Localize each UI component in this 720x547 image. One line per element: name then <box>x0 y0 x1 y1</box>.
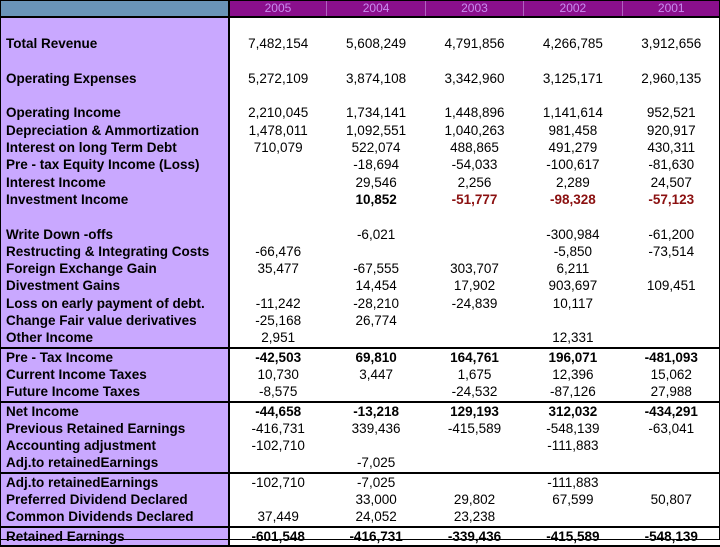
value-cell-2004: -6,021 <box>327 226 425 243</box>
table-row <box>1 312 720 329</box>
table-row <box>1 277 720 294</box>
value-cell-2002: -5,850 <box>524 243 622 260</box>
value-cell-2002: 6,211 <box>524 260 622 277</box>
value-cell <box>425 53 523 70</box>
spacer-row <box>1 208 720 225</box>
table-row <box>1 70 720 87</box>
spacer-row <box>1 53 720 70</box>
value-cell-2002: 3,125,171 <box>524 70 622 87</box>
value-cell-2003: 2,256 <box>425 174 523 191</box>
row-label <box>1 87 229 104</box>
value-cell-2003: 1,040,263 <box>425 122 523 139</box>
value-cell-2002: -111,883 <box>524 473 622 491</box>
value-cell-2005: 7,482,154 <box>229 35 327 52</box>
value-cell-2005: -25,168 <box>229 312 327 329</box>
year-header-2005: 2005 <box>229 0 327 17</box>
row-label: Interest Income <box>1 174 229 191</box>
value-cell-2001: 430,311 <box>622 139 720 156</box>
value-cell-2001: 50,807 <box>622 491 720 508</box>
value-cell-2003 <box>425 437 523 454</box>
value-cell-2003: 129,193 <box>425 402 523 420</box>
table-row <box>1 508 720 526</box>
value-cell <box>229 208 327 225</box>
value-cell-2002: -415,589 <box>524 527 622 546</box>
value-cell-2004: 3,874,108 <box>327 70 425 87</box>
value-cell-2005: -102,710 <box>229 473 327 491</box>
value-cell-2001: -63,041 <box>622 420 720 437</box>
value-cell-2001: 2,960,135 <box>622 70 720 87</box>
value-cell-2005 <box>229 226 327 243</box>
value-cell-2002 <box>524 508 622 526</box>
value-cell <box>524 87 622 104</box>
value-cell-2003 <box>425 226 523 243</box>
row-label: Total Revenue <box>1 35 229 52</box>
value-cell-2002: 1,141,614 <box>524 104 622 121</box>
value-cell-2002: 4,266,785 <box>524 35 622 52</box>
table-row <box>1 527 720 546</box>
value-cell-2004: 339,436 <box>327 420 425 437</box>
value-cell-2004: -7,025 <box>327 473 425 491</box>
value-cell-2005 <box>229 491 327 508</box>
row-label: Accounting adjustment <box>1 437 229 454</box>
table-row <box>1 348 720 366</box>
value-cell <box>524 208 622 225</box>
value-cell-2003: -415,589 <box>425 420 523 437</box>
value-cell <box>229 53 327 70</box>
value-cell-2005: -102,710 <box>229 437 327 454</box>
value-cell-2001 <box>622 508 720 526</box>
value-cell-2003: -339,436 <box>425 527 523 546</box>
value-cell-2002: -300,984 <box>524 226 622 243</box>
header-corner-cell <box>1 0 229 17</box>
value-cell <box>425 208 523 225</box>
value-cell-2003 <box>425 454 523 472</box>
value-cell-2005: -8,575 <box>229 383 327 401</box>
value-cell-2005: -601,548 <box>229 527 327 546</box>
table-row <box>1 104 720 121</box>
row-label: Restructing & Integrating Costs <box>1 243 229 260</box>
value-cell-2003: 4,791,856 <box>425 35 523 52</box>
value-cell-2001: 27,988 <box>622 383 720 401</box>
value-cell <box>327 53 425 70</box>
table-row <box>1 437 720 454</box>
value-cell-2001: -81,630 <box>622 156 720 173</box>
value-cell-2004: 5,608,249 <box>327 35 425 52</box>
row-label <box>1 53 229 70</box>
row-label: Common Dividends Declared <box>1 508 229 526</box>
value-cell-2001: 24,507 <box>622 174 720 191</box>
table-row <box>1 174 720 191</box>
value-cell-2004: 1,092,551 <box>327 122 425 139</box>
row-label: Loss on early payment of debt. <box>1 295 229 312</box>
value-cell-2004: 1,734,141 <box>327 104 425 121</box>
value-cell-2004: 26,774 <box>327 312 425 329</box>
value-cell-2001 <box>622 437 720 454</box>
value-cell-2004: -416,731 <box>327 527 425 546</box>
value-cell-2005: -66,476 <box>229 243 327 260</box>
value-cell-2004: 69,810 <box>327 348 425 366</box>
year-header-2001: 2001 <box>622 0 720 17</box>
value-cell-2002: 903,697 <box>524 277 622 294</box>
row-label: Adj.to retainedEarnings <box>1 473 229 491</box>
value-cell-2005: 1,478,011 <box>229 122 327 139</box>
row-label: Investment Income <box>1 191 229 208</box>
value-cell-2005: 710,079 <box>229 139 327 156</box>
value-cell <box>425 87 523 104</box>
value-cell-2003: 1,448,896 <box>425 104 523 121</box>
value-cell-2001 <box>622 454 720 472</box>
row-label: Pre - Tax Income <box>1 348 229 366</box>
row-label: Operating Income <box>1 104 229 121</box>
row-label: Write Down -offs <box>1 226 229 243</box>
value-cell-2001: 109,451 <box>622 277 720 294</box>
value-cell-2001: 952,521 <box>622 104 720 121</box>
value-cell-2005: 35,477 <box>229 260 327 277</box>
value-cell-2003: -54,033 <box>425 156 523 173</box>
row-label: Operating Expenses <box>1 70 229 87</box>
value-cell-2001 <box>622 312 720 329</box>
value-cell-2002: -100,617 <box>524 156 622 173</box>
value-cell-2002: 10,117 <box>524 295 622 312</box>
table-row <box>1 402 720 420</box>
value-cell-2004: 33,000 <box>327 491 425 508</box>
table-row <box>1 420 720 437</box>
value-cell-2002: 12,331 <box>524 329 622 347</box>
table-row <box>1 491 720 508</box>
value-cell-2004 <box>327 383 425 401</box>
value-cell-2002: -87,126 <box>524 383 622 401</box>
value-cell-2004 <box>327 329 425 347</box>
row-label: Preferred Dividend Declared <box>1 491 229 508</box>
value-cell-2002 <box>524 312 622 329</box>
value-cell <box>622 53 720 70</box>
value-cell-2003 <box>425 243 523 260</box>
table-row <box>1 260 720 277</box>
value-cell-2002 <box>524 454 622 472</box>
value-cell-2002: -548,139 <box>524 420 622 437</box>
table-row <box>1 295 720 312</box>
value-cell-2004: -7,025 <box>327 454 425 472</box>
value-cell-2002: 67,599 <box>524 491 622 508</box>
value-cell <box>622 87 720 104</box>
value-cell-2004: -18,694 <box>327 156 425 173</box>
value-cell <box>229 17 327 35</box>
value-cell-2003 <box>425 473 523 491</box>
row-label: Pre - tax Equity Income (Loss) <box>1 156 229 173</box>
value-cell-2005 <box>229 191 327 208</box>
value-cell-2001: 920,917 <box>622 122 720 139</box>
value-cell-2004 <box>327 437 425 454</box>
value-cell-2005 <box>229 174 327 191</box>
row-label <box>1 208 229 225</box>
value-cell-2005: -42,503 <box>229 348 327 366</box>
value-cell-2003: -51,777 <box>425 191 523 208</box>
value-cell-2003: 3,342,960 <box>425 70 523 87</box>
value-cell-2004 <box>327 243 425 260</box>
value-cell <box>327 208 425 225</box>
value-cell-2002: 312,032 <box>524 402 622 420</box>
value-cell <box>524 17 622 35</box>
value-cell <box>524 53 622 70</box>
value-cell-2003 <box>425 312 523 329</box>
row-label: Current Income Taxes <box>1 366 229 383</box>
value-cell-2003: 488,865 <box>425 139 523 156</box>
table-row <box>1 383 720 401</box>
value-cell-2003: -24,839 <box>425 295 523 312</box>
value-cell-2005 <box>229 156 327 173</box>
value-cell-2003: 1,675 <box>425 366 523 383</box>
table-row <box>1 191 720 208</box>
value-cell-2001: -548,139 <box>622 527 720 546</box>
value-cell-2005: 2,210,045 <box>229 104 327 121</box>
value-cell-2002: 12,396 <box>524 366 622 383</box>
value-cell-2001: 15,062 <box>622 366 720 383</box>
table-row <box>1 35 720 52</box>
row-label <box>1 17 229 35</box>
value-cell-2004: -13,218 <box>327 402 425 420</box>
row-label: Previous Retained Earnings <box>1 420 229 437</box>
value-cell-2001: 3,912,656 <box>622 35 720 52</box>
value-cell-2002: -98,328 <box>524 191 622 208</box>
row-label: Divestment Gains <box>1 277 229 294</box>
value-cell-2001 <box>622 473 720 491</box>
value-cell-2005: 37,449 <box>229 508 327 526</box>
value-cell-2004: 3,447 <box>327 366 425 383</box>
value-cell-2004: -67,555 <box>327 260 425 277</box>
value-cell <box>327 17 425 35</box>
value-cell-2003: 164,761 <box>425 348 523 366</box>
value-cell-2005: -11,242 <box>229 295 327 312</box>
value-cell-2001 <box>622 295 720 312</box>
value-cell-2005: -416,731 <box>229 420 327 437</box>
table-row <box>1 243 720 260</box>
value-cell <box>229 87 327 104</box>
table-row <box>1 329 720 347</box>
value-cell <box>327 87 425 104</box>
value-cell-2002: 196,071 <box>524 348 622 366</box>
row-label: Other Income <box>1 329 229 347</box>
row-label: Net Income <box>1 402 229 420</box>
value-cell-2004: 29,546 <box>327 174 425 191</box>
table-row <box>1 139 720 156</box>
value-cell-2005: 5,272,109 <box>229 70 327 87</box>
table-row <box>1 473 720 491</box>
value-cell-2005 <box>229 277 327 294</box>
value-cell <box>622 208 720 225</box>
spacer-row <box>1 17 720 35</box>
row-label: Foreign Exchange Gain <box>1 260 229 277</box>
value-cell <box>425 17 523 35</box>
table-row <box>1 226 720 243</box>
value-cell-2002: -111,883 <box>524 437 622 454</box>
value-cell-2002: 2,289 <box>524 174 622 191</box>
row-label: Interest on long Term Debt <box>1 139 229 156</box>
table-row <box>1 156 720 173</box>
value-cell-2005: 2,951 <box>229 329 327 347</box>
value-cell-2003 <box>425 329 523 347</box>
value-cell-2005: 10,730 <box>229 366 327 383</box>
value-cell-2003: 303,707 <box>425 260 523 277</box>
table-row <box>1 454 720 472</box>
value-cell-2001: -481,093 <box>622 348 720 366</box>
value-cell-2004: -28,210 <box>327 295 425 312</box>
value-cell-2001: -61,200 <box>622 226 720 243</box>
year-header-row <box>1 0 720 17</box>
value-cell-2004: 14,454 <box>327 277 425 294</box>
row-label: Adj.to retainedEarnings <box>1 454 229 472</box>
value-cell-2005 <box>229 454 327 472</box>
value-cell-2004: 10,852 <box>327 191 425 208</box>
value-cell-2002: 981,458 <box>524 122 622 139</box>
row-label: Retained Earnings <box>1 527 229 546</box>
value-cell-2003: 17,902 <box>425 277 523 294</box>
row-label: Depreciation & Ammortization <box>1 122 229 139</box>
row-label: Future Income Taxes <box>1 383 229 401</box>
value-cell-2001: -73,514 <box>622 243 720 260</box>
row-label: Change Fair value derivatives <box>1 312 229 329</box>
value-cell-2003: 23,238 <box>425 508 523 526</box>
value-cell-2004: 24,052 <box>327 508 425 526</box>
value-cell-2003: 29,802 <box>425 491 523 508</box>
value-cell-2003: -24,532 <box>425 383 523 401</box>
value-cell-2001: -57,123 <box>622 191 720 208</box>
table-row <box>1 366 720 383</box>
value-cell <box>622 17 720 35</box>
value-cell-2001 <box>622 329 720 347</box>
spacer-row <box>1 87 720 104</box>
value-cell-2001 <box>622 260 720 277</box>
value-cell-2005: -44,658 <box>229 402 327 420</box>
year-header-2002: 2002 <box>524 0 622 17</box>
year-header-2003: 2003 <box>425 0 523 17</box>
year-header-2004: 2004 <box>327 0 425 17</box>
table-row <box>1 122 720 139</box>
value-cell-2001: -434,291 <box>622 402 720 420</box>
value-cell-2004: 522,074 <box>327 139 425 156</box>
value-cell-2002: 491,279 <box>524 139 622 156</box>
